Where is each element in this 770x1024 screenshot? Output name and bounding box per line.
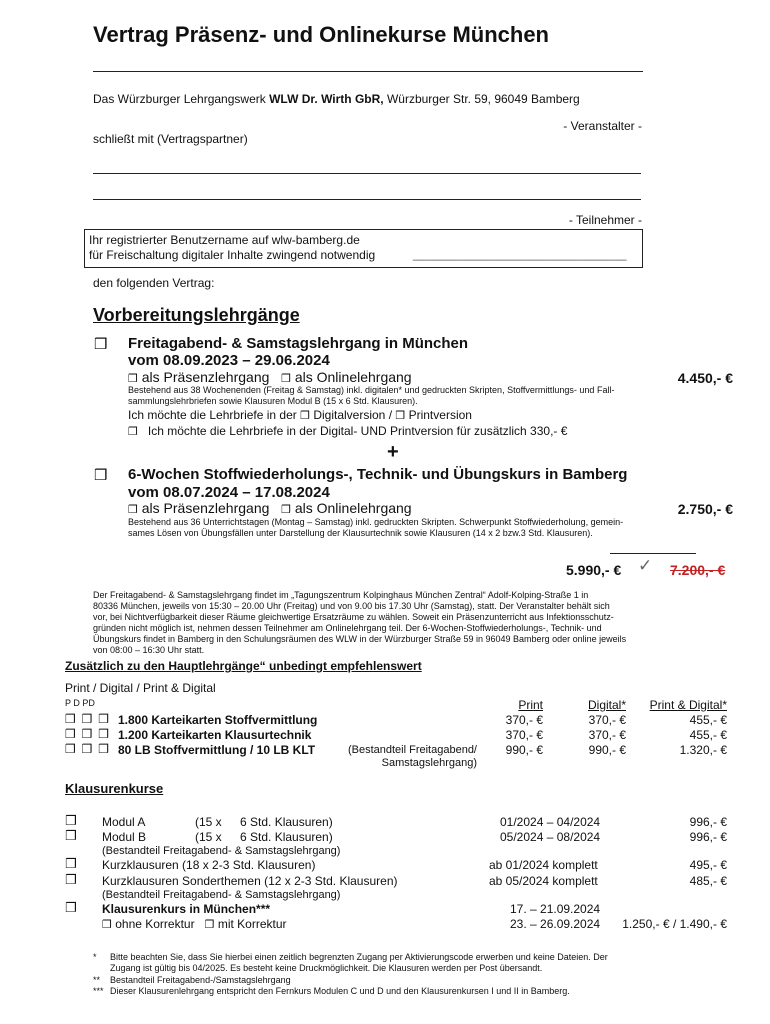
section-heading-main: Vorbereitungslehrgänge [93, 305, 300, 325]
addon3-pd-checkbox[interactable]: ❒ [98, 742, 110, 756]
no-correction-checkbox[interactable]: ❒ [102, 918, 112, 931]
bundle-divider [610, 553, 696, 554]
addon2-checkboxes[interactable] [65, 727, 110, 741]
course2-presence-checkbox[interactable]: ❒ [128, 503, 138, 516]
addon1-both: 455,- € [689, 713, 727, 727]
contract-partner-label: schließt mit (Vertragspartner) [93, 132, 248, 146]
course2-online-label: als Onlinelehrgang [294, 500, 412, 516]
modB-note: (Bestandteil Freitagabend- & Samstagslehrgang) [102, 845, 341, 857]
course2-price: 2.750,- € [677, 501, 733, 517]
short-name: Kurzklausuren (18 x 2-3 Std. Klausuren) [102, 858, 316, 872]
addon1-print: 370,- € [505, 713, 543, 727]
course1-checkbox[interactable]: ❒ [94, 335, 108, 353]
munich-name: Klausurenkurs in München*** [102, 902, 271, 916]
addon2-name: 1.200 Karteikarten Klausurtechnik [118, 728, 312, 742]
check-icon: ✓ [638, 556, 653, 576]
letters-print-checkbox[interactable]: ❒ [395, 409, 406, 422]
addon1-pd-checkbox[interactable]: ❒ [98, 712, 110, 726]
modB-name: Modul B [102, 830, 147, 844]
format-label: Print / Digital / Print & Digital [65, 681, 216, 695]
short-price: 495,- € [689, 858, 727, 872]
header-digital: Digital* [587, 698, 626, 712]
modA-price: 996,- € [689, 815, 727, 829]
addon3-p-checkbox[interactable]: ❒ [65, 742, 77, 756]
divider [93, 71, 643, 72]
munich-checkbox[interactable]: ❒ [65, 901, 77, 916]
bundle-old-price: 7.200,- € [670, 562, 726, 578]
with-correction-checkbox[interactable]: ❒ [204, 918, 215, 931]
addon2-d-checkbox[interactable]: ❒ [81, 727, 94, 741]
special-name: Kurzklausuren Sonderthemen (12 x 2-3 Std. Klausuren) [102, 874, 398, 888]
short-checkbox[interactable]: ❒ [65, 857, 77, 872]
footnote-1-mark: * [93, 952, 97, 962]
partner-line-2[interactable] [93, 199, 641, 200]
letters-both-checkbox[interactable]: ❒ [128, 425, 138, 438]
addon3-both: 1.320,- € [679, 743, 727, 757]
addon2-digital: 370,- € [588, 728, 626, 742]
footnote-2-mark: ** [93, 975, 101, 985]
organizer-address: Würzburger Str. 59, 96049 Bamberg [383, 92, 580, 106]
addon1-p-checkbox[interactable]: ❒ [65, 712, 77, 726]
addon3-d-checkbox[interactable]: ❒ [81, 742, 94, 756]
modA-checkbox[interactable]: ❒ [65, 814, 77, 829]
letters-digital-label: Digitalversion / [313, 408, 393, 422]
plus-sign: + [387, 441, 399, 463]
course1-online-checkbox[interactable]: ❒ [281, 372, 291, 385]
course1-letters-choice [128, 408, 472, 422]
addon3-digital: 990,- € [588, 743, 626, 757]
username-field[interactable]: ________________________________ [413, 247, 627, 261]
modB-checkbox[interactable]: ❒ [65, 829, 77, 844]
addon3-checkboxes[interactable] [65, 742, 110, 756]
modB-count: (15 x [195, 830, 222, 844]
modA-detail: 6 Std. Klausuren) [240, 815, 333, 829]
following-contract: den folgenden Vertrag: [93, 276, 215, 290]
course2-options [128, 500, 412, 516]
username-line-1: Ihr registrierter Benutzername auf wlw-bamberg.de [89, 233, 360, 247]
course1-online-label: als Onlinelehrgang [294, 369, 412, 385]
organizer-name: WLW Dr. Wirth GbR, [269, 92, 384, 106]
course2-presence-label: als Präsenzlehrgang [141, 500, 270, 516]
course2-title-1: 6-Wochen Stoffwiederholungs-, Technik- und Übungskurs in Bamberg [128, 466, 628, 483]
course1-options [128, 369, 412, 385]
additional-heading: Zusätzlich zu den Hauptlehrgänge“ unbedingt empfehlenswert [65, 659, 422, 673]
location-line-1: Der Freitagabend- & Samstagslehrgang findet im „Tagungszentrum Kolpinghaus München Zentral“ Adolf-Kolping-Straße 1 in [93, 590, 589, 600]
username-line-2: für Freischaltung digitaler Inhalte zwingend notwendig [89, 248, 376, 262]
location-line-3: vor, bei Nichtverfügbarkeit dieser Räume gleichwertige Ersatzräume zu wählen. Soweit ein Präsenzunterricht aus Infektionsschutz- [93, 612, 614, 622]
location-line-5: Übungskurs findet in Bamberg in den Schulungsräumen des WLW in der Würzburger Straße 59 in 96049 Bamberg oder online jeweils [93, 634, 627, 644]
organizer-prefix: Das Würzburger Lehrgangswerk [93, 92, 270, 106]
addon2-both: 455,- € [689, 728, 727, 742]
addon3-note-2: Samstagslehrgang) [381, 757, 477, 769]
course2-title-2: vom 08.07.2024 – 17.08.2024 [128, 484, 330, 501]
location-line-4: gründen nicht möglich ist, nehmen dessen Teilnehmer am Onlinelehrgang teil. Der 6-Wochen-Stoffwiederholungs-, Technik- und [93, 623, 602, 633]
special-price: 485,- € [689, 874, 727, 888]
course1-title-2: vom 08.09.2023 – 29.06.2024 [128, 352, 330, 369]
addon2-pd-checkbox[interactable]: ❒ [98, 727, 110, 741]
footnote-1b: Zugang ist gültig bis 04/2025. Es besteht keine Druckmöglichkeit. Die Klausuren werden per Post übersandt. [110, 963, 543, 973]
with-correction-label: mit Korrektur [217, 917, 287, 931]
munich-price: 1.250,- € / 1.490,- € [622, 917, 727, 931]
header-print: Print [518, 698, 543, 712]
course1-desc-2: sammlungslehrbriefen sowie Klausuren Modul B (15 x 6 Std. Klausuren). [128, 396, 418, 406]
special-note: (Bestandteil Freitagabend- & Samstagslehrgang) [102, 889, 341, 901]
course1-presence-label: als Präsenzlehrgang [141, 369, 270, 385]
course1-title-1: Freitagabend- & Samstagslehrgang in München [128, 335, 469, 352]
modA-count: (15 x [195, 815, 222, 829]
footnote-3: Dieser Klausurenlehrgang entspricht den Fernkurs Modulen C und D und den Klausurenkursen I und II in Bamberg. [110, 986, 570, 996]
course2-checkbox[interactable]: ❒ [94, 466, 108, 484]
letters-digital-checkbox[interactable]: ❒ [300, 409, 310, 422]
short-period: ab 01/2024 komplett [489, 858, 598, 872]
letters-both-label: Ich möchte die Lehrbriefe in der Digital- UND Printversion für zusätzlich 330,- € [147, 424, 568, 438]
organizer-role: - Veranstalter - [563, 119, 642, 133]
format-codes: P D PD [65, 698, 95, 708]
partner-line-1[interactable] [93, 173, 641, 174]
addon3-print: 990,- € [505, 743, 543, 757]
modB-price: 996,- € [689, 830, 727, 844]
addon3-name: 80 LB Stoffvermittlung / 10 LB KLT [118, 743, 316, 757]
modA-name: Modul A [102, 815, 146, 829]
page-title: Vertrag Präsenz- und Onlinekurse München [93, 22, 549, 47]
addon3-note: (Bestandteil Freitagabend/ [347, 744, 477, 756]
addon2-p-checkbox[interactable]: ❒ [65, 727, 77, 741]
username-box [84, 229, 643, 268]
organizer-line [93, 92, 580, 106]
location-line-6: von 08:00 – 16:30 Uhr statt. [93, 645, 205, 655]
course1-presence-checkbox[interactable]: ❒ [128, 372, 138, 385]
special-checkbox[interactable]: ❒ [65, 873, 77, 888]
course2-desc-1: Bestehend aus 36 Unterrichtstagen (Montag – Samstag) inkl. gedruckten Skripten. Schwerpunkt Stoffwiederholung, gemein- [128, 517, 624, 527]
addon2-print: 370,- € [505, 728, 543, 742]
modB-period: 05/2024 – 08/2024 [500, 830, 601, 844]
course1-letters-both [128, 424, 567, 438]
addon1-digital: 370,- € [588, 713, 626, 727]
letters-prefix: Ich möchte die Lehrbriefe in der [128, 408, 297, 422]
bundle-price: 5.990,- € [566, 562, 622, 578]
footnote-2: Bestandteil Freitagabend-/Samstagslehrgang [110, 975, 291, 985]
addon1-checkboxes[interactable] [65, 712, 110, 726]
course1-desc-1: Bestehend aus 38 Wochenenden (Freitag & Samstag) inkl. digitalen* und gedruckten Skripten, Stoffvermittlungs- und Fall- [128, 385, 615, 395]
no-correction-label: ohne Korrektur [115, 917, 195, 931]
course1-price: 4.450,- € [677, 370, 733, 386]
munich-correction-options [102, 917, 287, 931]
participant-role: - Teilnehmer - [568, 213, 642, 227]
addon1-d-checkbox[interactable]: ❒ [81, 712, 94, 726]
exam-section-heading: Klausurenkurse [65, 781, 164, 796]
munich-period-2: 23. – 26.09.2024 [510, 917, 601, 931]
addon1-name: 1.800 Karteikarten Stoffvermittlung [118, 713, 318, 727]
location-line-2: 80336 München, jeweils von 15:30 – 20.00 Uhr (Freitag) und von 9.00 bis 17.30 Uhr (Samstag), statt. Der Veranstalter behält sich [93, 601, 610, 611]
course2-desc-2: sames Lösen von Übungsfällen unter Darstellung der Klausurtechnik sowie Klausuren (14 x 2 bzw.3 Std. Klausuren). [128, 528, 593, 538]
modA-period: 01/2024 – 04/2024 [500, 815, 601, 829]
footnote-3-mark: *** [93, 986, 104, 996]
munich-period-1: 17. – 21.09.2024 [510, 902, 601, 916]
footnote-1a: Bitte beachten Sie, dass Sie hierbei einen zeitlich begrenzten Zugang per Aktivierungscode erwerben und keine Dateien. Der [110, 952, 608, 962]
course2-online-checkbox[interactable]: ❒ [281, 503, 291, 516]
header-print-digital: Print & Digital* [649, 698, 727, 712]
letters-print-label: Printversion [408, 408, 472, 422]
special-period: ab 05/2024 komplett [489, 874, 598, 888]
modB-detail: 6 Std. Klausuren) [240, 830, 333, 844]
